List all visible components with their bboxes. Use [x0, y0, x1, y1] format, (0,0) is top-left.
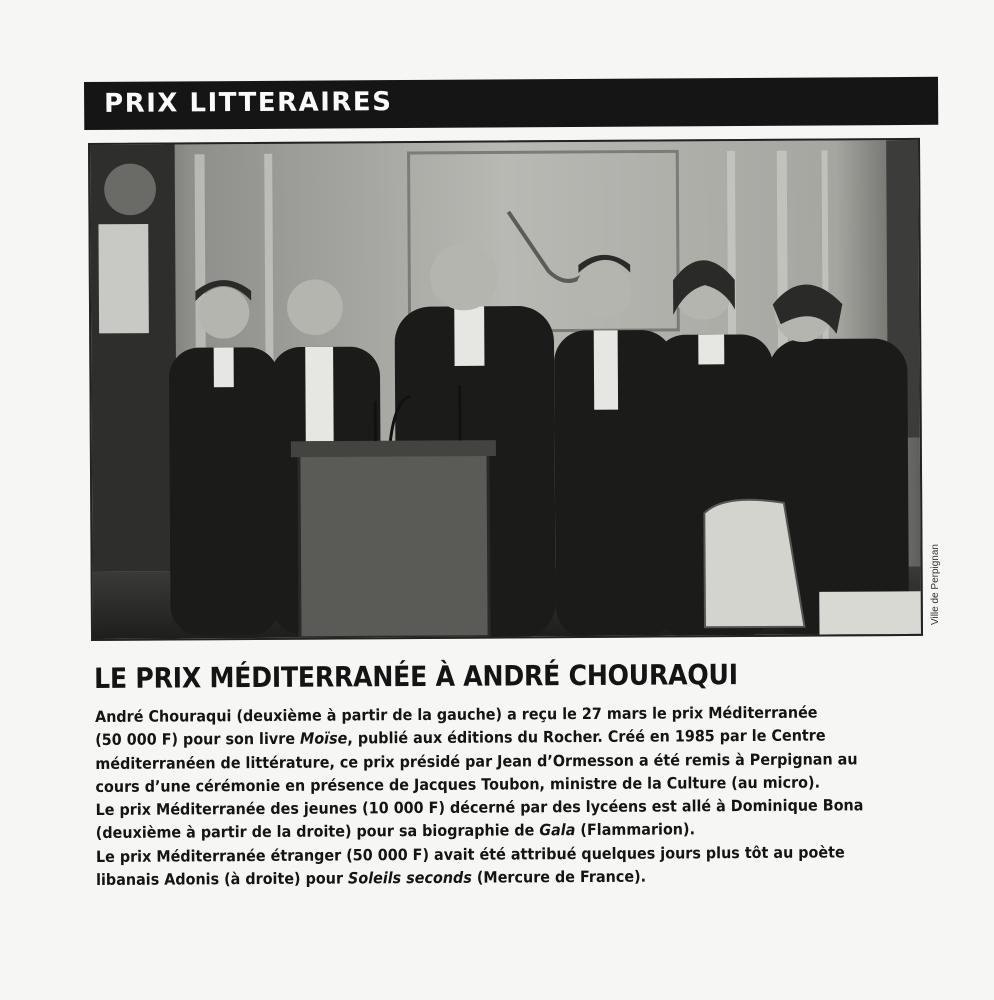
article-text: (50 000 F) pour son livre: [95, 730, 301, 750]
photo-illustration: [90, 140, 921, 639]
article-text: méditerranéen de littérature, ce prix présidé par Jean d’Ormesson a été remis à Perpignan au: [95, 749, 858, 773]
photo-credit: Ville de Perpignan: [930, 544, 941, 625]
article-text: (Mercure de France).: [471, 867, 647, 887]
article-line: [96, 841, 887, 869]
article-body: [95, 701, 887, 892]
article-headline: LE PRIX MÉDITERRANÉE À ANDRÉ CHOURAQUI: [94, 658, 738, 695]
article-text: libanais Adonis (à droite) pour: [96, 869, 349, 890]
article-text: cours d’une cérémonie en présence de Jacques Toubon, ministre de la Culture (au micro).: [95, 773, 821, 796]
article-line: [96, 864, 887, 892]
article-title-italic: Moïse: [299, 729, 348, 749]
ceremony-photo: [88, 138, 923, 641]
section-title: PRIX LITTERAIRES: [104, 87, 393, 119]
article-title-italic: Gala: [539, 821, 576, 840]
article-text: Le prix Méditerranée étranger (50 000 F) avait été attribué quelques jours plus tôt au poète: [95, 843, 845, 866]
article-text: Le prix Méditerranée des jeunes (10 000 F) décerné par des lycéens est allé à Dominique Bona: [95, 796, 864, 820]
article-text: André Chouraqui (deuxième à partir de la gauche) a reçu le 27 mars le prix Méditerranée: [95, 703, 818, 726]
article-title-italic: Soleils seconds: [347, 868, 472, 888]
article-text: (deuxième à partir de la droite) pour sa biographie de: [95, 821, 540, 843]
article-text: (Flammarion).: [575, 820, 696, 840]
section-banner: [84, 77, 938, 130]
article-text: , publié aux éditions du Rocher. Créé en 1985 par le Centre: [347, 726, 826, 748]
